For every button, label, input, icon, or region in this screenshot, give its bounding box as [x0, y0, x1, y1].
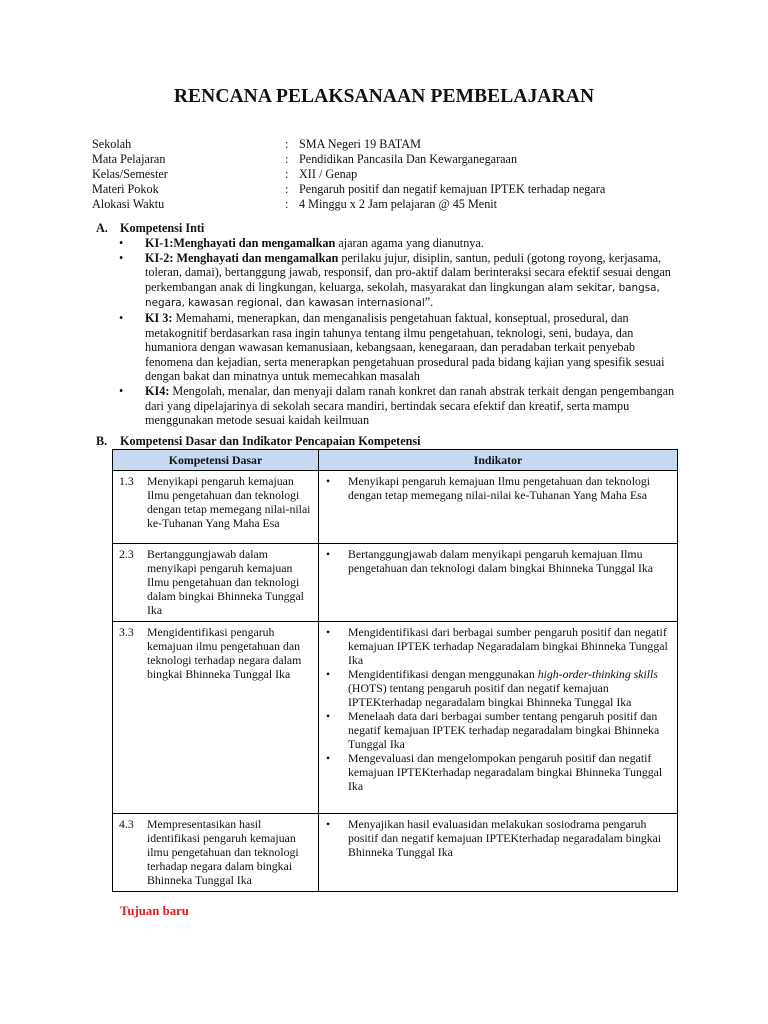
kd-text: Menyikapi pengaruh kemajuan Ilmu pengetahuan dan teknologi dengan tetap memegang nilai-nilai ke-Tuhanan Yang Maha Esa — [147, 474, 311, 530]
table-row — [113, 471, 678, 544]
bullet-icon: • — [326, 709, 331, 723]
kd-cell — [113, 544, 319, 622]
identity-row-materi-pokok — [92, 182, 605, 197]
kd-text: Bertanggungjawab dalam menyikapi pengaruh kemajuan Ilmu pengetahuan dan teknologi dalam bingkai Bhinneka Tunggal Ika — [147, 547, 304, 617]
ki-label: KI-1:Menghayati dan mengamalkan — [145, 236, 336, 250]
identity-row-sekolah — [92, 137, 605, 152]
kd-cell — [113, 622, 319, 814]
ki-body: Memahami, menerapkan, dan menganalisis pengetahuan faktual, konseptual, prosedural, dan metakognitif berdasarkan rasa ingin tahunya tentang ilmu pengetahuan, teknologi, seni, budaya, dan humaniora dengan wawasan kemanusiaan, kebangsaan, kenegaraan, dan peradaban terkait penyebab fenomena dan kejadian, serta menerapkan pengetahuan prosedural pada bidang kajian yang spesifik sesuai dengan bakat dan minatnya untuk memecahkan masalah — [145, 310, 665, 384]
identity-row-kelas-semester — [92, 167, 605, 182]
kd-number: 3.3 — [119, 625, 134, 639]
list-item — [323, 709, 673, 751]
ki-text — [145, 251, 676, 311]
bullet-icon: • — [119, 383, 124, 398]
kd-cell — [113, 814, 319, 892]
list-item — [116, 251, 676, 311]
ki-body: Mengolah, menalar, dan menyaji dalam ranah konkret dan ranah abstrak terkait dengan pengembangan dari yang dipelajarinya di sekolah secara mandiri, bertindak secara efektif dan kreatif, serta mampu menggunakan metode sesuai kaidah keilmuan — [145, 383, 675, 428]
section-a-heading — [96, 221, 204, 236]
indikator-text: Mengevaluasi dan mengelompokan pengaruh positif dan negatif kemajuan IPTEKterhadap negaradalam bingkai Bhinneka Tunggal Ika — [348, 751, 663, 793]
identity-label: Mata Pelajaran — [92, 152, 166, 166]
kd-indikator-table — [112, 449, 678, 892]
tujuan-baru-heading: Tujuan baru — [120, 904, 189, 918]
identity-colon: : — [285, 152, 289, 166]
identity-value: Pengaruh positif dan negatif kemajuan IPTEK terhadap negara — [299, 182, 606, 196]
bullet-icon: • — [326, 474, 331, 488]
bullet-icon: • — [119, 250, 124, 265]
indikator-rest: (HOTS) tentang pengaruh positif dan negatif kemajuan IPTEKterhadap negaradalam bingkai Bhinneka Tunggal Ika — [348, 681, 632, 709]
column-header-kd: Kompetensi Dasar — [113, 450, 319, 471]
ki-label: KI4: — [145, 383, 170, 398]
list-item — [323, 474, 673, 502]
identity-row-mata-pelajaran — [92, 152, 605, 167]
bullet-icon: • — [326, 547, 331, 561]
identity-label: Kelas/Semester — [92, 167, 168, 181]
ki-body: ajaran agama yang dianutnya. — [335, 236, 484, 250]
page-title: RENCANA PELAKSANAAN PEMBELAJARAN — [173, 86, 595, 107]
table-row — [113, 544, 678, 622]
indikator-text: Menyajikan hasil evaluasidan melakukan sosiodrama pengaruh positif dan negatif kemajuan IPTEKterhadap negaradalam bingkai Bhinneka Tunggal Ika — [348, 817, 662, 859]
identity-colon: : — [285, 167, 289, 181]
kd-number: 4.3 — [119, 817, 134, 831]
ki-text — [145, 384, 676, 428]
list-item — [323, 751, 673, 793]
identity-value: XII / Genap — [299, 167, 358, 181]
ki-label: KI-2: Menghayati dan mengamalkan — [145, 250, 339, 265]
indikator-pre: Mengidentifikasi dengan menggunakan — [348, 667, 538, 681]
indikator-cell — [319, 622, 678, 814]
identity-label: Sekolah — [92, 137, 132, 151]
identity-row-alokasi-waktu — [92, 197, 605, 212]
section-b-heading — [96, 434, 421, 449]
table-header-row — [113, 450, 678, 471]
list-item — [323, 667, 673, 709]
bullet-icon: • — [326, 667, 331, 681]
indikator-cell — [319, 814, 678, 892]
section-a-letter: A. — [96, 221, 108, 235]
ki-text — [145, 311, 676, 384]
indikator-text: Menyikapi pengaruh kemajuan Ilmu pengetahuan dan teknologi dengan tetap memegang nilai-nilai ke-Tuhanan Yang Maha Esa — [348, 474, 651, 502]
kd-number: 2.3 — [119, 547, 134, 561]
bullet-icon: • — [119, 236, 124, 250]
kd-number: 1.3 — [119, 474, 134, 488]
ki-body-tail: ”. — [424, 295, 434, 310]
kompetensi-inti-list — [116, 236, 676, 428]
indikator-text: Menelaah data dari berbagai sumber tentang pengaruh positif dan negatif kemajuan IPTEK terhadap negaradalam bingkai Bhinneka Tunggal Ika — [348, 709, 660, 751]
list-item — [116, 384, 676, 428]
table-row — [113, 622, 678, 814]
section-b-title: Kompetensi Dasar dan Indikator Pencapaian Kompetensi — [120, 434, 421, 448]
list-item — [323, 547, 673, 575]
indikator-cell — [319, 544, 678, 622]
bullet-icon: • — [326, 751, 331, 765]
identity-colon: : — [285, 182, 289, 196]
identity-value: 4 Minggu x 2 Jam pelajaran @ 45 Menit — [299, 197, 498, 211]
kd-text: Mengidentifikasi pengaruh kemajuan ilmu pengetahuan dan teknologi terhadap negara dalam bingkai Bhinneka Tunggal Ika — [147, 625, 302, 681]
kd-text: Mempresentasikan hasil identifikasi pengaruh kemajuan ilmu pengetahuan dan teknologi terhadap negara dalam bingkai Bhinneka Tunggal Ika — [147, 817, 299, 887]
list-item — [116, 311, 676, 384]
indikator-text — [348, 667, 673, 709]
indikator-text: Bertanggungjawab dalam menyikapi pengaruh kemajuan Ilmu pengetahuan dan teknologi dalam bingkai Bhinneka Tunggal Ika — [348, 547, 654, 575]
ki-body-alt: alam sekitar, bangsa, negara, kawasan regional, dan kawasan internasional — [145, 281, 660, 310]
indikator-emphasis: high-order-thinking skills — [537, 667, 658, 681]
section-a-title: Kompetensi Inti — [120, 221, 205, 235]
ki-body: perilaku jujur, disiplin, santun, peduli (gotong royong, kerjasama, toleran, damai), bertanggung jawab, responsif, dan pro-aktif dalam berinteraksi secara efektif sesuai dengan perkembangan anak di lingkungan, keluarga, sekolah, masyarakat dan lingkungan — [145, 250, 671, 294]
list-item — [116, 236, 676, 251]
indikator-text: Mengidentifikasi dari berbagai sumber pengaruh positif dan negatif kemajuan IPTEK terhadap Negaradalam bingkai Bhinneka Tunggal Ika — [348, 625, 668, 667]
indikator-cell — [319, 471, 678, 544]
identity-block — [92, 137, 605, 212]
identity-value: SMA Negeri 19 BATAM — [299, 137, 421, 151]
identity-label: Alokasi Waktu — [92, 197, 165, 211]
identity-label: Materi Pokok — [92, 182, 159, 196]
identity-value: Pendidikan Pancasila Dan Kewarganegaraan — [299, 152, 518, 166]
bullet-icon: • — [326, 625, 331, 639]
ki-label: KI 3: — [145, 310, 173, 325]
table-row — [113, 814, 678, 892]
ki-text — [145, 236, 676, 251]
section-b-letter: B. — [96, 434, 108, 448]
list-item — [323, 817, 673, 859]
identity-colon: : — [285, 197, 289, 211]
bullet-icon: • — [326, 817, 331, 831]
bullet-icon: • — [119, 310, 124, 325]
list-item — [323, 625, 673, 667]
kd-cell — [113, 471, 319, 544]
column-header-indikator: Indikator — [319, 450, 678, 471]
identity-colon: : — [285, 137, 289, 151]
